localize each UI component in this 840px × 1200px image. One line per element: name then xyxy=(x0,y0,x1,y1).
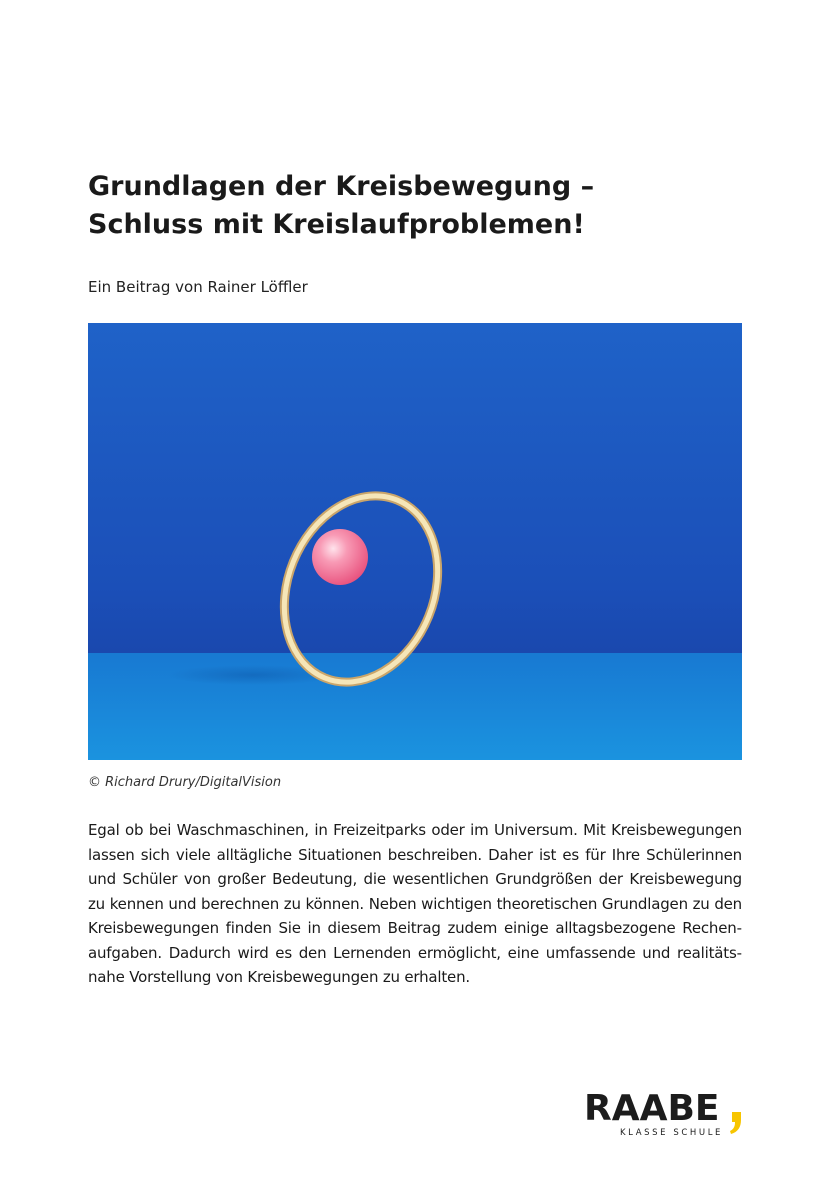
cover-photo xyxy=(88,323,742,760)
image-credit: © Richard Drury/DigitalVision xyxy=(88,775,282,790)
logo-wordmark: RAABE xyxy=(584,1088,720,1129)
cover-photo-illustration xyxy=(88,323,742,760)
logo-tagline: KLASSE SCHULE xyxy=(620,1128,724,1138)
intro-paragraph: Egal ob bei Waschmaschinen, in Freizeitparks oder im Universum. Mit Kreisbewegungen lassen sich viele alltägliche Situationen beschreiben. Daher ist es für Ihre Schülerinnen und Schüler von großer Bedeutung, die wesentlichen Grundgrößen der Kreisbewegung zu kennen und berechnen zu können. Neben wichtigen theoretischen Grundlagen zu den Kreisbewegungen finden Sie in diesem Beitrag zudem einige alltagsbezogene Rechenaufgaben. Dadurch wird es den Lernenden ermöglicht, eine umfassende und realitätsnahe Vorstellung von Kreisbewegungen zu erhalten. xyxy=(88,821,742,986)
document-title xyxy=(88,168,748,244)
title-line-1: Grundlagen der Kreisbewegung – xyxy=(88,171,595,202)
title-line-2: Schluss mit Kreislaufproblemen! xyxy=(88,209,585,240)
raabe-logo xyxy=(584,1090,750,1140)
logo-comma-icon xyxy=(730,1112,742,1134)
author-byline: Ein Beitrag von Rainer Löffler xyxy=(88,278,308,296)
